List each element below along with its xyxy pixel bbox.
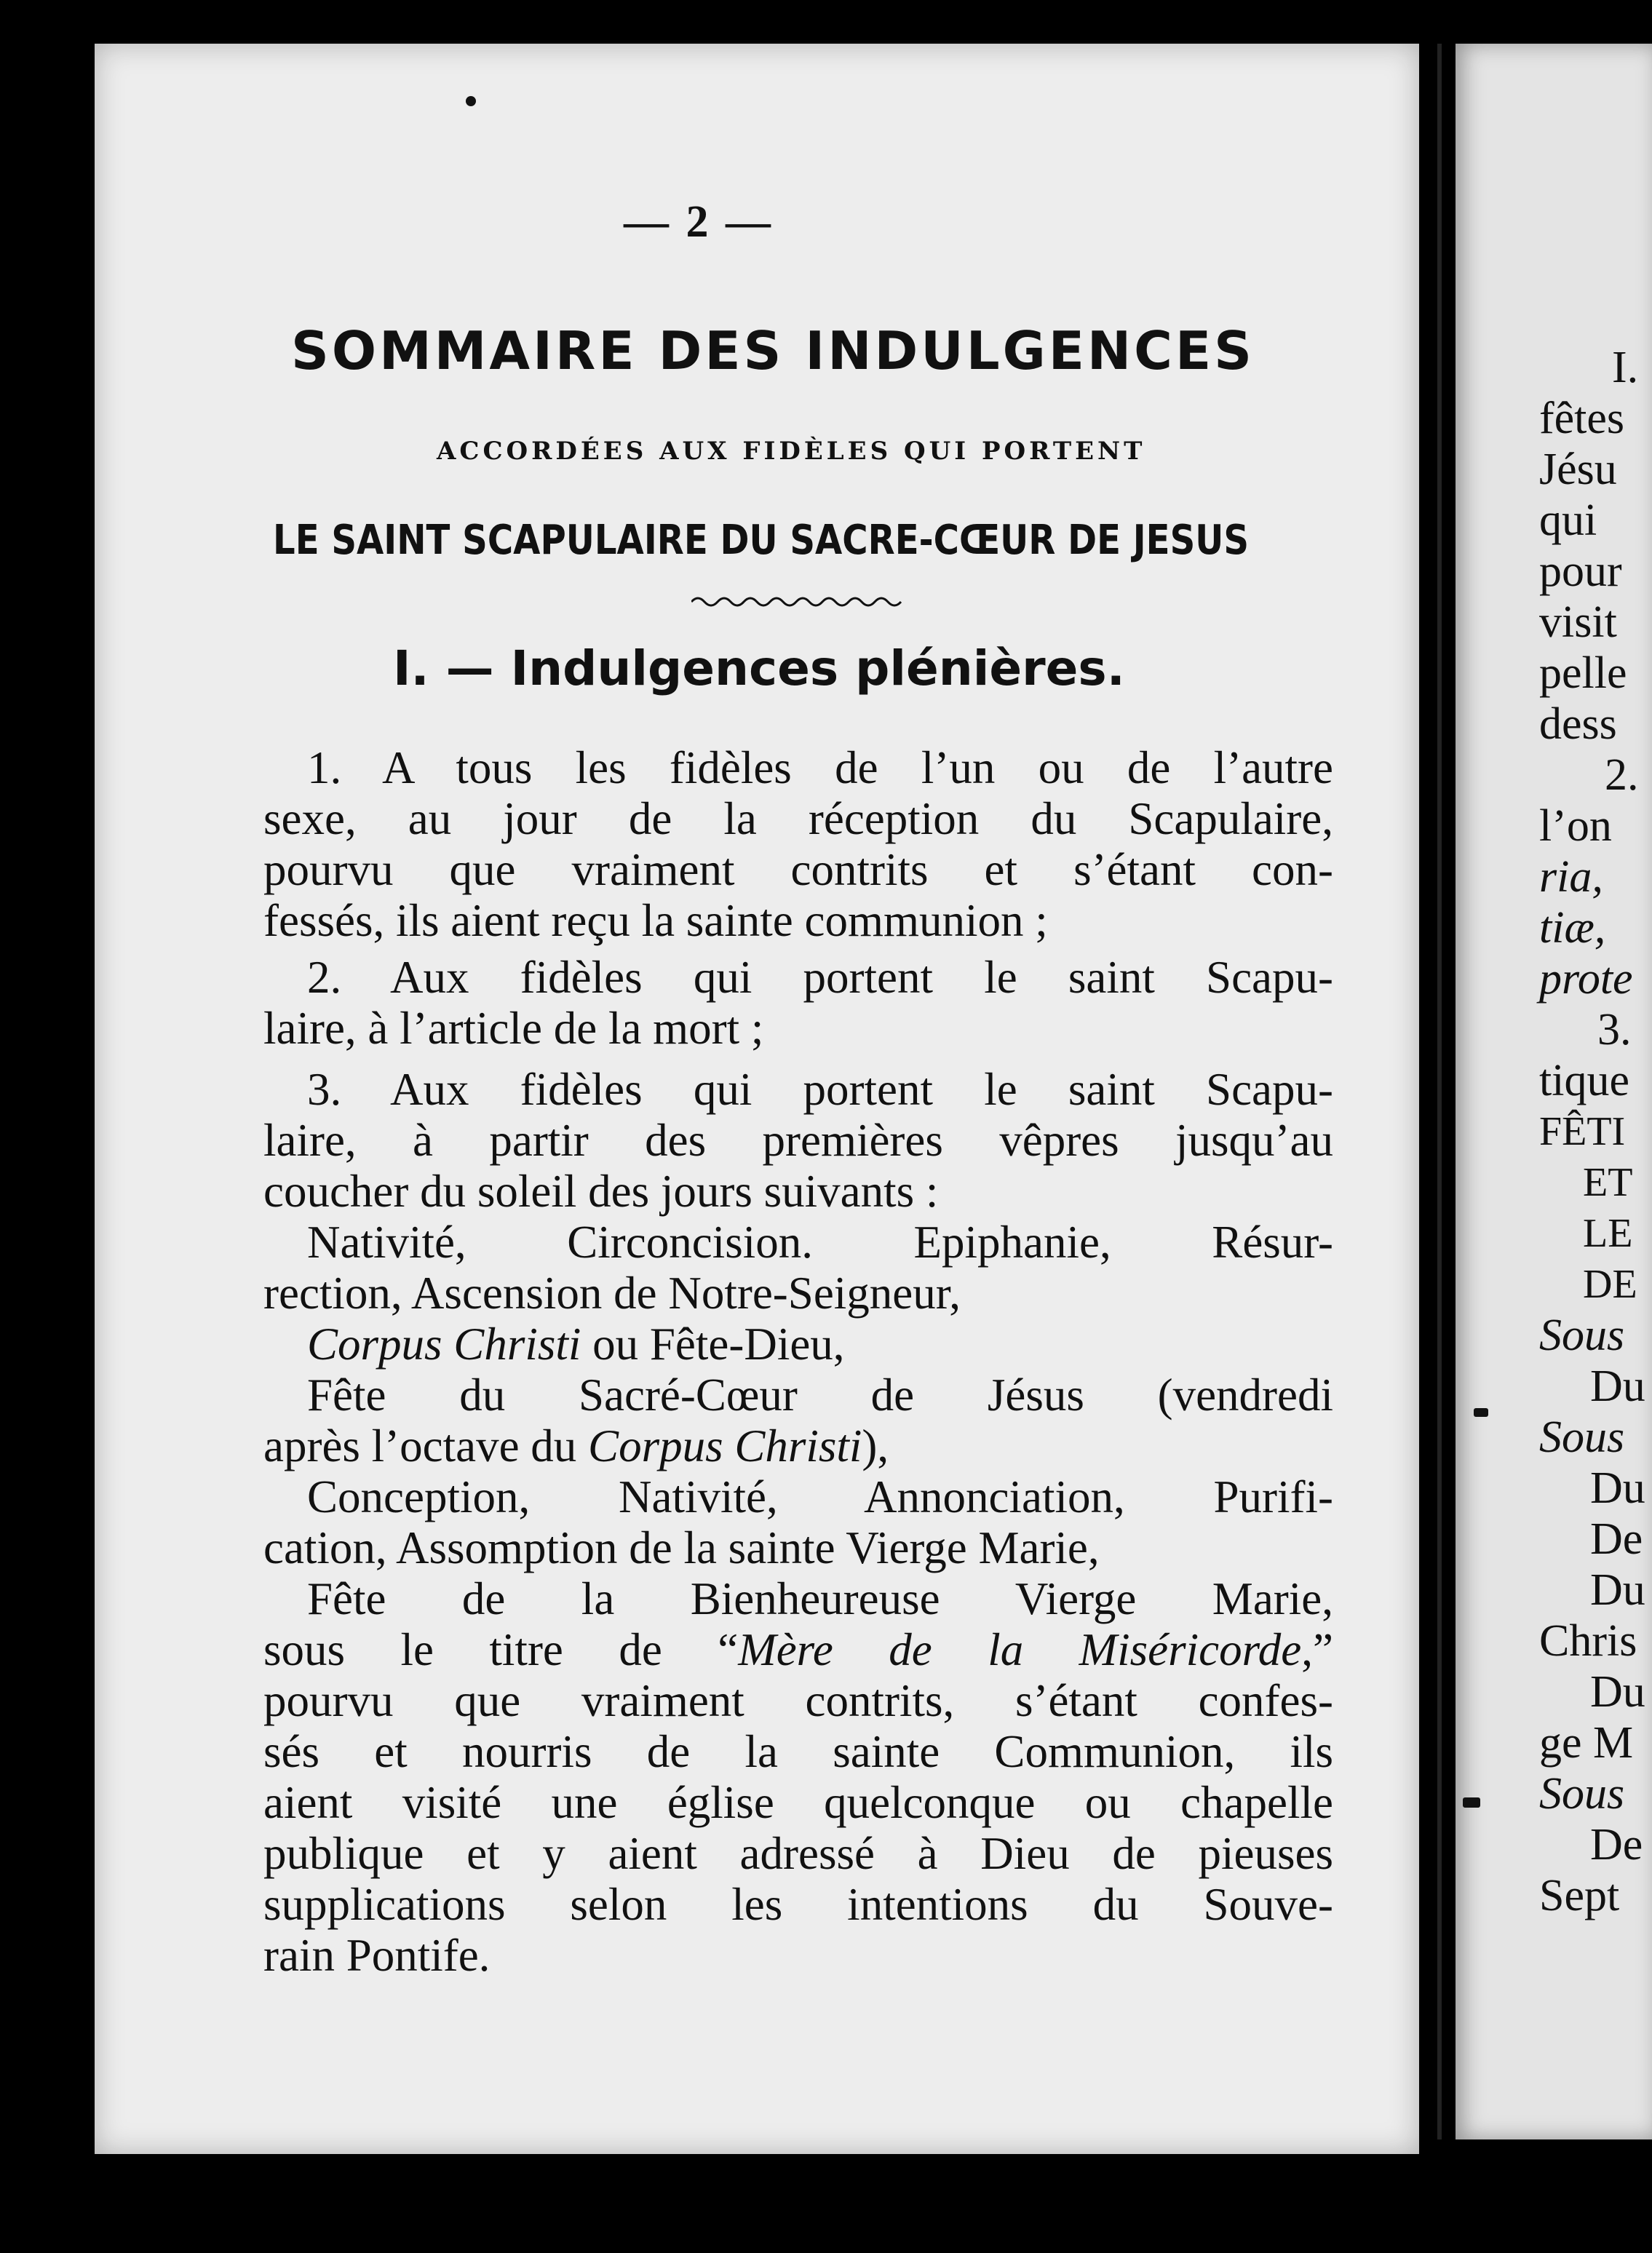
right-fragment: dess	[1539, 699, 1617, 749]
feast-text: sous le titre de “	[263, 1624, 739, 1675]
right-fragment: pelle	[1539, 648, 1627, 698]
para-1-line: sexe, au jour de la réception du Scapulaire,	[263, 793, 1333, 844]
right-fragment: Sous	[1539, 1311, 1625, 1360]
right-fragment: Sept	[1539, 1871, 1620, 1920]
right-page-text	[1539, 342, 1652, 1921]
feast-line: cation, Assomption de la sainte Vierge Marie,	[263, 1522, 1100, 1573]
latin-phrase: Corpus Christi	[307, 1319, 581, 1370]
page-number: — 2 —	[624, 197, 774, 247]
condition-line: aient visité une église quelconque ou chapelle	[263, 1777, 1333, 1828]
para-3-line: laire, à partir des premières vêpres jusqu’au	[263, 1115, 1333, 1166]
section-heading: I. — Indulgences plénières.	[393, 640, 1125, 696]
feast-line: rection, Ascension de Notre-Seigneur,	[263, 1268, 961, 1319]
right-fragment: Chris	[1539, 1616, 1637, 1666]
right-fragment: pour	[1539, 547, 1622, 596]
para-2-line: 2. Aux fidèles qui portent le saint Scapu-	[307, 952, 1333, 1003]
right-fragment: qui	[1539, 496, 1597, 545]
right-fragment: Du	[1590, 1667, 1645, 1717]
right-fragment: ge M	[1539, 1718, 1634, 1768]
feast-line	[263, 1319, 1333, 1370]
right-fragment: De	[1590, 1820, 1643, 1869]
feast-line	[263, 1624, 1333, 1675]
page-gutter	[1437, 44, 1442, 2139]
right-fragment: 2.	[1605, 750, 1639, 800]
right-fragment: Du	[1590, 1362, 1645, 1411]
right-fragment: Jésu	[1539, 445, 1617, 494]
right-fragment: tique	[1539, 1056, 1629, 1105]
right-fragment: 3.	[1597, 1005, 1632, 1054]
right-fragment: visit	[1539, 597, 1617, 647]
condition-line: rain Pontife.	[263, 1930, 491, 1981]
right-fragment: Du	[1590, 1463, 1645, 1513]
wavy-ornament	[691, 591, 902, 613]
ink-speck	[1463, 1797, 1480, 1808]
feast-text: ou Fête-Dieu,	[581, 1319, 845, 1370]
latin-phrase: Corpus Christi	[588, 1420, 862, 1471]
page-subtitle-2: LE SAINT SCAPULAIRE DU SACRE-CŒUR DE JESUS	[273, 517, 1250, 564]
feast-line: Fête de la Bienheureuse Vierge Marie,	[307, 1573, 1333, 1624]
feast-text: ),	[862, 1420, 889, 1471]
para-1-line: 1. A tous les fidèles de l’un ou de l’autre	[307, 742, 1333, 793]
body-text	[263, 742, 1333, 1981]
right-fragment: I.	[1612, 343, 1639, 392]
feast-line: Fête du Sacré-Cœur de Jésus (vendredi	[307, 1370, 1333, 1420]
ink-speck	[1474, 1408, 1488, 1417]
para-1-line: fessés, ils aient reçu la sainte communion ;	[263, 895, 1048, 946]
right-fragment: Sous	[1539, 1412, 1625, 1462]
right-fragment: l’on	[1539, 801, 1612, 851]
page-title: SOMMAIRE DES INDULGENCES	[291, 320, 1255, 381]
para-1-line: pourvu que vraiment contrits et s’étant con-	[263, 844, 1333, 895]
right-fragment: prote	[1539, 954, 1633, 1004]
right-fragment: fêtes	[1539, 394, 1625, 443]
right-fragment: Sous	[1539, 1769, 1625, 1819]
para-2-line: laire, à l’article de la mort ;	[263, 1003, 764, 1054]
condition-line: pourvu que vraiment contrits, s’étant confes-	[263, 1675, 1333, 1726]
right-fragment: FÊTI	[1539, 1109, 1626, 1154]
title-phrase: Mère de la Miséricorde	[738, 1624, 1302, 1675]
page-subtitle: ACCORDÉES AUX FIDÈLES QUI PORTENT	[437, 437, 1146, 466]
condition-line: sés et nourris de la sainte Communion, ils	[263, 1726, 1333, 1777]
right-fragment: Du	[1590, 1565, 1645, 1615]
para-3-line: 3. Aux fidèles qui portent le saint Scapu-	[307, 1064, 1333, 1115]
feast-line	[263, 1420, 1333, 1471]
condition-line: supplications selon les intentions du Souve-	[263, 1879, 1333, 1930]
condition-line: publique et y aient adressé à Dieu de pieuses	[263, 1828, 1333, 1879]
feast-line: Nativité, Circoncision. Epiphanie, Résur-	[307, 1217, 1333, 1268]
right-fragment: LE	[1583, 1211, 1633, 1256]
feast-line: Conception, Nativité, Annonciation, Purifi-	[307, 1471, 1333, 1522]
right-fragment: De	[1590, 1514, 1643, 1564]
ink-speck	[466, 96, 476, 106]
right-fragment: ET	[1583, 1160, 1633, 1205]
right-fragment: ria,	[1539, 852, 1603, 902]
right-fragment: tiæ,	[1539, 903, 1606, 953]
feast-text: après l’octave du	[263, 1420, 589, 1471]
feast-text: ,”	[1301, 1624, 1333, 1675]
right-fragment: DE	[1583, 1262, 1637, 1307]
para-3-line: coucher du soleil des jours suivants :	[263, 1166, 939, 1217]
